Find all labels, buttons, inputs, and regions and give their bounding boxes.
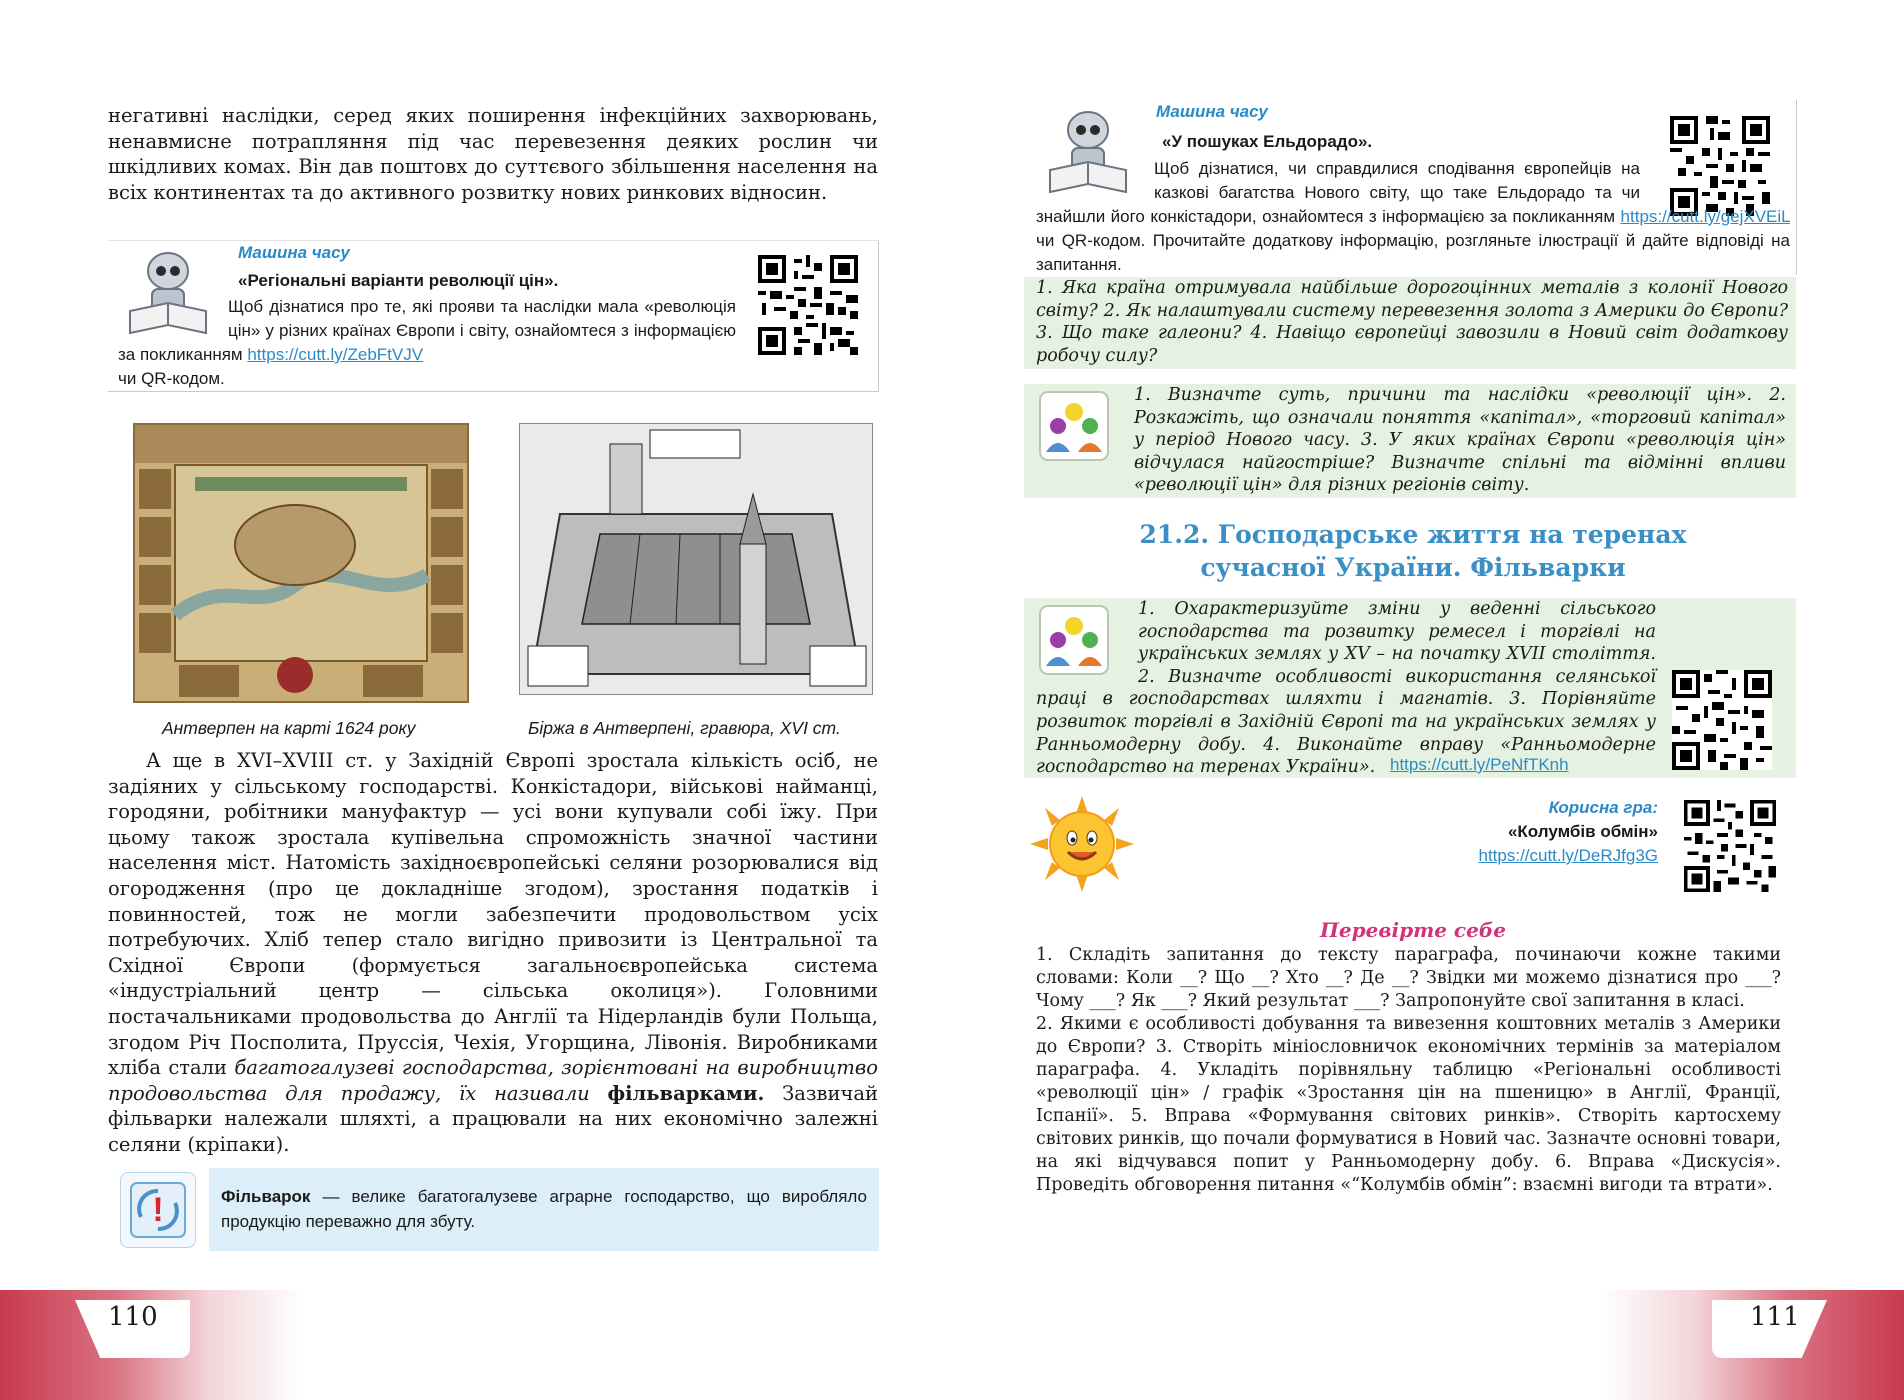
group-task-box-1 <box>1024 384 1796 498</box>
qr-code-left[interactable] <box>758 255 858 359</box>
sun-icon <box>1030 796 1134 892</box>
page-number-left: 110 <box>108 1302 158 1332</box>
time-machine-box-left <box>108 240 879 392</box>
time-machine-label: Машина часу <box>1156 102 1268 121</box>
check-task-1: 1. Складіть запитання до тексту параграфа, починаючи кожне такими словами: Коли __? Що __? Хто __? Де __? Звідки ми можемо дізнатися про ___? Чому ___? Як ___? Який результат ___? Запропонуйте свої запитання в класі. <box>1036 945 1781 1011</box>
caption-antwerp-exchange: Біржа в Антверпені, гравюра, XVI ст. <box>528 718 841 738</box>
time-machine-suffix: чи QR-кодом. <box>118 369 225 388</box>
time-machine-label: Машина часу <box>238 243 350 262</box>
eldorado-questions: 1. Яка країна отримувала найбільше дорогоцінних металів з колонії Нового світу? 2. Як налаштували систему перевезення золота з Америки до Європи? 3. Що таке галеони? 4. Навіщо європейці завозили в Новий світ додаткову робочу силу? <box>1024 277 1796 369</box>
antwerp-map-image <box>133 423 469 703</box>
time-machine-title: «У пошуках Ельдорадо». <box>1162 132 1373 151</box>
main-text-bold-term: фільварками. <box>607 1081 765 1105</box>
check-yourself-title: Перевірте себе <box>1320 918 1506 942</box>
qr-code-icon <box>1672 670 1772 770</box>
useful-game-block <box>1200 796 1658 868</box>
definition-box <box>209 1168 879 1251</box>
group-task-box-2 <box>1024 598 1796 778</box>
fields-link[interactable]: https://cutt.ly/PeNfTKnh <box>1390 755 1569 774</box>
group-task-2-text <box>1036 598 1656 779</box>
main-paragraph <box>108 748 878 1158</box>
time-machine-link[interactable]: https://cutt.ly/gejXVEiL <box>1620 207 1790 226</box>
definition-icon <box>120 1172 196 1248</box>
caption-antwerp-map: Антверпен на карті 1624 року <box>162 718 416 738</box>
group-work-icon <box>1038 390 1110 462</box>
section-heading-line-2: сучасної України. Фільварки <box>1200 553 1626 582</box>
check-yourself-text <box>1036 944 1781 1197</box>
time-machine-right-text <box>1036 157 1790 277</box>
time-machine-title: «Регіональні варіанти революції цін». <box>238 271 559 290</box>
qr-code-game[interactable] <box>1684 800 1776 896</box>
check-task-2: 2. Якими є особливості добування та вивезення коштовних металів з Америки до Європи? 3. Створіть мініословничок економічних термінів за матеріалом параграфа. 4. Укладіть порівняльну таблицю «Регіональні особливості «революції цін» / графік «Зростання цін на пшеницю» в Англії, Франції, Іспанії». 5. Вправа «Формування світових ринків». Створіть картосхему світових ринків, що почали формуватися в Новий час. Зазначте основні товари, на які відчувався попит у Ранньомодерну добу. 6. Вправа «Дискусія». Проведіть обговорення питання «“Колумбів обмін”: взаємні вигоди та втрати». <box>1036 1014 1781 1195</box>
time-machine-text <box>118 295 736 391</box>
intro-paragraph: негативні наслідки, серед яких поширення інфекційних захворювань, ненавмисне потрапляння під час перевезення деяких рослин чи шкідливих комах. Він дав поштовх до суттєвого збільшення населення на всіх континентах та до активного розвитку нових ринкових відносин. <box>108 104 878 204</box>
section-heading-line-1: 21.2. Господарське життя на теренах <box>1139 520 1687 549</box>
qr-code-fields[interactable] <box>1672 670 1772 774</box>
qr-code-icon <box>1684 800 1776 892</box>
section-heading <box>1030 518 1796 584</box>
group-task-2-body: 1. Охарактеризуйте зміни у веденні сільського господарства та розвитку ремесел і торгівлі на українських землях у XV – на початку XVII століття. 2. Визначте особливості використання селянської праці в господарствах шляхти і магнатів. 3. Порівняйте розвиток торгівлі в Західній Європі та на українських землях у Ранньомодерну добу. 4. Виконайте вправу «Ранньомодерне господарство на теренах України». <box>1036 599 1656 778</box>
useful-game-label: Корисна гра: <box>1548 798 1658 817</box>
qr-code-icon <box>758 255 858 355</box>
time-machine-suffix: чи QR-кодом. Прочитайте додаткову інформацію, розгляньте ілюстрації й дайте відповіді на запитання. <box>1036 231 1790 274</box>
main-text-italic: багатогалузеві господарства, зорієнтовані на виробництво продовольства для продажу, їх називали <box>108 1056 878 1105</box>
useful-game-link[interactable]: https://cutt.ly/DeRJfg3G <box>1478 846 1658 865</box>
definition-text: — велике багатогалузеве аграрне господарство, що виробляло продукцію переважно для збуту. <box>221 1187 867 1231</box>
page-number-right: 111 <box>1750 1302 1800 1332</box>
main-text-part-1: А ще в XVI–XVIII ст. у Західній Європі зростала кількість осіб, не задіяних у сільському господарстві. Конкістадори, військові найманці, городяни, робітники мануфактур — усі вони купували собі їжу. При цьому також зростала купівельна спроможність значної частини населення міст. Натомість західноєвропейські селяни розорювалися від огородження (про це докладніше згодом), зростання податків і повинностей, тож не могли забезпечити продовольством усіх потребуючих. Хліб тепер стало вигідно привозити із Центральної та Східної Європи (формується загальноєвропейська система «індустріальний центр — сільська околиця»). Головними постачальниками продовольства до Англії та Нідерландів були Польща, згодом Річ Посполита, Пруссія, Чехія, Угорщина, Лівонія. Виробниками хліба стали <box>108 749 878 1080</box>
time-machine-body: Щоб дізнатися про те, які прояви та наслідки мала «революція цін» у різних країнах Європи і світу, ознайомтеся з інформацією за покликанням <box>118 297 736 364</box>
group-task-1-text: 1. Визначте суть, причини та наслідки «революції цін». 2. Розкажіть, що означали поняття «капітал», «торговий капітал» у період Нового часу. 3. У яких країнах Європи «революція цін» відчулася найгостріше? Визначте спільні та відмінні впливи «революції цін» для різних регіонів світу. <box>1134 385 1786 496</box>
antwerp-exchange-engraving <box>519 423 873 695</box>
time-machine-link[interactable]: https://cutt.ly/ZebFtVJV <box>247 345 424 364</box>
definition-term: Фільварок <box>221 1187 311 1206</box>
useful-game-title: «Колумбів обмін» <box>1507 822 1658 841</box>
main-text-part-2: Зазвичай фільварки належали шляхті, а працювали на них економічно залежні селяни (кріпаки). <box>108 1081 878 1156</box>
time-machine-body: Щоб дізнатися, чи справдилися сподівання європейців на казкові багатства Нового світу, що таке Ельдорадо та чи знайшли його конкістадори, ознайомтеся з інформацією за покликанням <box>1036 159 1640 226</box>
svg-text:!: ! <box>152 1191 164 1229</box>
